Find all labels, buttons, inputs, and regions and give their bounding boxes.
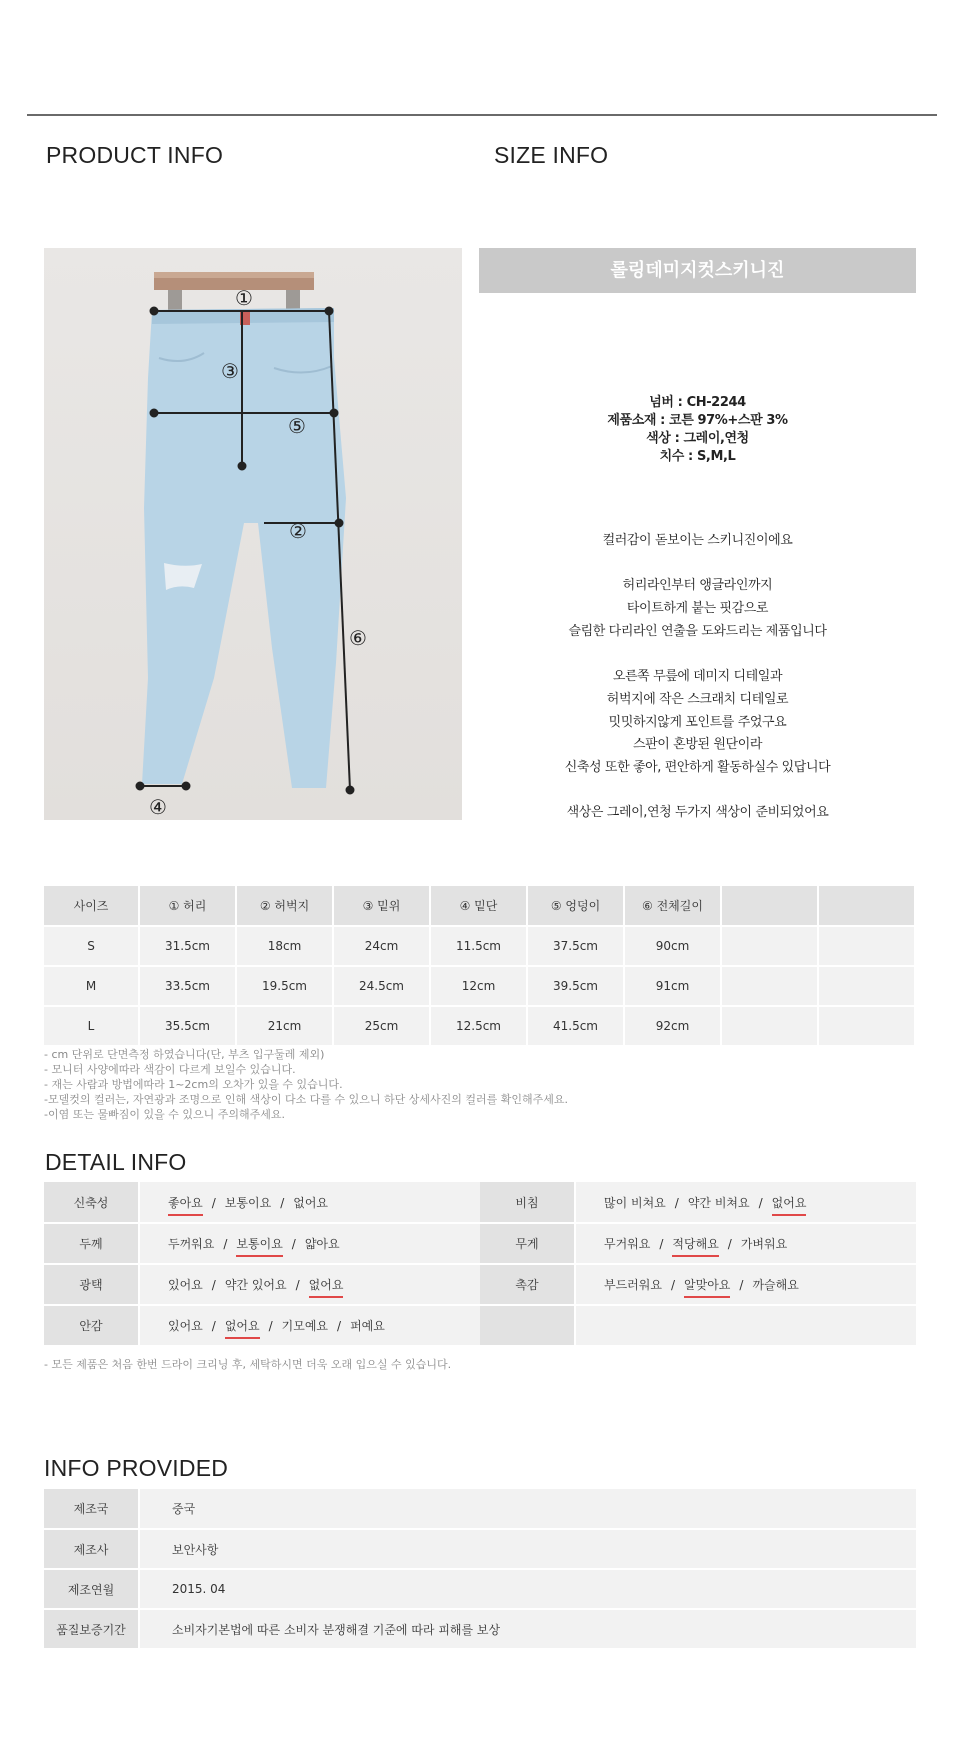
- size-table: [44, 886, 916, 1047]
- detail-option-selected: 적당해요: [672, 1237, 719, 1251]
- detail-label: 촉감: [480, 1264, 575, 1305]
- desc-line: 슬림한 다리라인 연출을 도와드리는 제품입니다: [568, 623, 827, 639]
- size-cell: 12.5cm: [430, 1006, 527, 1046]
- note-line: - 재는 사람과 방법에따라 1~2cm의 오차가 있을 수 있습니다.: [44, 1078, 343, 1091]
- size-info-title: SIZE INFO: [494, 142, 609, 168]
- table-row: [44, 1006, 915, 1046]
- detail-label: 광택: [44, 1264, 139, 1305]
- header-cell: ⑥ 전체길이: [624, 886, 721, 926]
- desc-line: 오른쪽 무릎에 데미지 디테일과: [612, 669, 783, 685]
- info-provided-title: INFO PROVIDED: [44, 1455, 229, 1481]
- info-value: 소비자기본법에 따른 소비자 분쟁해결 기준에 따라 피해를 보상: [139, 1609, 916, 1649]
- size-cell: 91cm: [624, 966, 721, 1006]
- detail-option: 두꺼워요: [168, 1237, 215, 1251]
- detail-option: 있어요: [168, 1319, 203, 1333]
- detail-option-selected: 알맞아요: [684, 1278, 731, 1292]
- size-cell: [818, 966, 915, 1006]
- table-row: [44, 1223, 916, 1264]
- detail-option-selected: 없어요: [771, 1195, 807, 1210]
- detail-option-selected: 보통이요: [236, 1237, 283, 1251]
- table-row: [44, 1529, 916, 1569]
- info-label: 제조국: [44, 1489, 139, 1529]
- marker-2: ②: [289, 519, 307, 543]
- desc-line: 스판이 혼방된 원단이라: [632, 737, 763, 753]
- detail-option: 많이 비쳐요: [604, 1195, 666, 1210]
- detail-options: 있어요 / 없어요 / 기모예요 / 퍼예요: [139, 1305, 480, 1346]
- spec-color: 색상 : 그레이,연청: [646, 431, 749, 446]
- detail-option: 퍼예요: [350, 1319, 385, 1333]
- detail-option-selected: 좋아요: [168, 1195, 203, 1210]
- detail-option: 보통이요: [224, 1195, 272, 1210]
- table-row: [44, 1489, 916, 1529]
- detail-option: 무거워요: [604, 1237, 651, 1251]
- size-notes: [44, 1047, 568, 1122]
- marker-3: ③: [221, 359, 239, 383]
- top-divider: [27, 114, 937, 116]
- info-value: 중국: [139, 1489, 916, 1529]
- size-cell: L: [44, 1006, 139, 1046]
- size-cell: [721, 966, 818, 1006]
- header-cell: ② 허벅지: [236, 886, 333, 926]
- marker-5: ⑤: [288, 414, 306, 438]
- table-row: [44, 966, 915, 1006]
- note-line: -모델컷의 컬러는, 자연광과 조명으로 인해 색상이 다소 다를 수 있으니 하단 상세사진의 컬러를 확인해주세요.: [44, 1093, 568, 1106]
- desc-line: 밋밋하지않게 포인트를 주었구요: [608, 714, 787, 730]
- size-cell: 18cm: [236, 926, 333, 966]
- spec-size: 치수 : S,M,L: [659, 449, 736, 464]
- detail-options: 좋아요 / 보통이요 / 없어요: [139, 1182, 480, 1223]
- detail-options: 무거워요 / 적당해요 / 가벼워요: [575, 1223, 916, 1264]
- detail-option: 기모예요: [281, 1319, 329, 1333]
- marker-4: ④: [149, 795, 167, 819]
- size-cell: [818, 926, 915, 966]
- spec-material: 제품소재 : 코튼 97%+스판 3%: [607, 413, 788, 428]
- detail-option-selected: 없어요: [308, 1278, 344, 1292]
- info-label: 제조연월: [44, 1569, 139, 1609]
- product-name-bar: 롤링데미지컷스키니진: [479, 248, 916, 293]
- size-cell: 41.5cm: [527, 1006, 624, 1046]
- size-cell: 31.5cm: [139, 926, 236, 966]
- size-cell: 21cm: [236, 1006, 333, 1046]
- size-cell: 19.5cm: [236, 966, 333, 1006]
- header-cell: ④ 밑단: [430, 886, 527, 926]
- size-cell: 11.5cm: [430, 926, 527, 966]
- desc-line: 타이트하게 붙는 핏감으로: [626, 601, 769, 617]
- size-cell: 92cm: [624, 1006, 721, 1046]
- info-label: 품질보증기간: [44, 1609, 139, 1649]
- spec-number: 넘버 : CH-2244: [649, 395, 746, 410]
- detail-option: 약간 있어요: [224, 1278, 287, 1292]
- detail-table: [44, 1182, 916, 1347]
- detail-label: 신축성: [44, 1182, 139, 1223]
- note-line: - 모니터 사양에따라 색감이 다르게 보일수 있습니다.: [44, 1063, 296, 1076]
- table-row: [44, 1569, 916, 1609]
- marker-6: ⑥: [349, 626, 367, 650]
- header-cell: ① 허리: [139, 886, 236, 926]
- table-row: [44, 1305, 916, 1346]
- header-cell: [818, 886, 915, 926]
- info-value: 2015. 04: [139, 1569, 916, 1609]
- detail-option: 가벼워요: [740, 1237, 788, 1251]
- detail-note: - 모든 제품은 처음 한번 드라이 크리닝 후, 세탁하시면 더욱 오래 입으실 수 있습니다.: [44, 1358, 452, 1371]
- product-info-title: PRODUCT INFO: [46, 142, 224, 168]
- product-specs: [479, 394, 916, 466]
- size-cell: 24.5cm: [333, 966, 430, 1006]
- detail-options: 많이 비쳐요 / 약간 비쳐요 / 없어요: [575, 1182, 916, 1223]
- detail-label: 두께: [44, 1223, 139, 1264]
- size-cell: M: [44, 966, 139, 1006]
- size-cell: S: [44, 926, 139, 966]
- table-row: [44, 1609, 916, 1649]
- size-cell: [818, 1006, 915, 1046]
- table-row: [44, 1182, 916, 1223]
- note-line: -이염 또는 물빠짐이 있을 수 있으니 주의해주세요.: [44, 1108, 285, 1121]
- table-row: [44, 1264, 916, 1305]
- header-cell: 사이즈: [44, 886, 139, 926]
- header-cell: ⑤ 엉덩이: [527, 886, 624, 926]
- detail-option: 없어요: [293, 1195, 329, 1210]
- size-cell: [721, 1006, 818, 1046]
- size-cell: 24cm: [333, 926, 430, 966]
- detail-option: 부드러워요: [604, 1278, 662, 1292]
- desc-line: 허리라인부터 앵글라인까지: [622, 578, 773, 594]
- size-cell: 35.5cm: [139, 1006, 236, 1046]
- marker-1: ①: [235, 286, 253, 310]
- header-cell: ③ 밑위: [333, 886, 430, 926]
- detail-options: [575, 1305, 916, 1346]
- desc-line: 색상은 그레이,연청 두가지 색상이 준비되었어요: [566, 805, 829, 821]
- jeans-measurement-diagram: [44, 248, 462, 820]
- desc-line: 신축성 또한 좋아, 편안하게 활동하실수 있답니다: [564, 760, 831, 775]
- size-table-header: [44, 886, 915, 926]
- detail-option: 까슬해요: [752, 1278, 799, 1292]
- size-cell: 25cm: [333, 1006, 430, 1046]
- info-value: 보안사항: [139, 1529, 916, 1569]
- detail-option: 얇아요: [304, 1237, 340, 1251]
- table-row: [44, 926, 915, 966]
- detail-label: 비침: [480, 1182, 575, 1223]
- detail-info-title: DETAIL INFO: [45, 1149, 187, 1175]
- header-cell: [721, 886, 818, 926]
- size-cell: 37.5cm: [527, 926, 624, 966]
- detail-option: 있어요: [168, 1278, 203, 1292]
- note-line: - cm 단위로 단면측정 하였습니다(단, 부츠 입구둘레 제외): [44, 1048, 325, 1061]
- size-cell: 12cm: [430, 966, 527, 1006]
- info-provided-table: [44, 1489, 916, 1650]
- product-description: [479, 530, 916, 825]
- product-photo: [44, 248, 462, 820]
- detail-option-selected: 없어요: [224, 1319, 260, 1333]
- info-label: 제조사: [44, 1529, 139, 1569]
- size-cell: [721, 926, 818, 966]
- desc-line: 허벅지에 작은 스크래치 디테일로: [606, 691, 789, 707]
- detail-label: [480, 1305, 575, 1346]
- desc-line: 컬러감이 돋보이는 스키니진이에요: [602, 533, 793, 548]
- detail-label: 안감: [44, 1305, 139, 1346]
- detail-options: 부드러워요 / 알맞아요 / 까슬해요: [575, 1264, 916, 1305]
- detail-option: 약간 비쳐요: [687, 1195, 750, 1210]
- size-cell: 33.5cm: [139, 966, 236, 1006]
- detail-options: 두꺼워요 / 보통이요 / 얇아요: [139, 1223, 480, 1264]
- detail-options: 있어요 / 약간 있어요 / 없어요: [139, 1264, 480, 1305]
- detail-label: 무게: [480, 1223, 575, 1264]
- size-cell: 39.5cm: [527, 966, 624, 1006]
- size-cell: 90cm: [624, 926, 721, 966]
